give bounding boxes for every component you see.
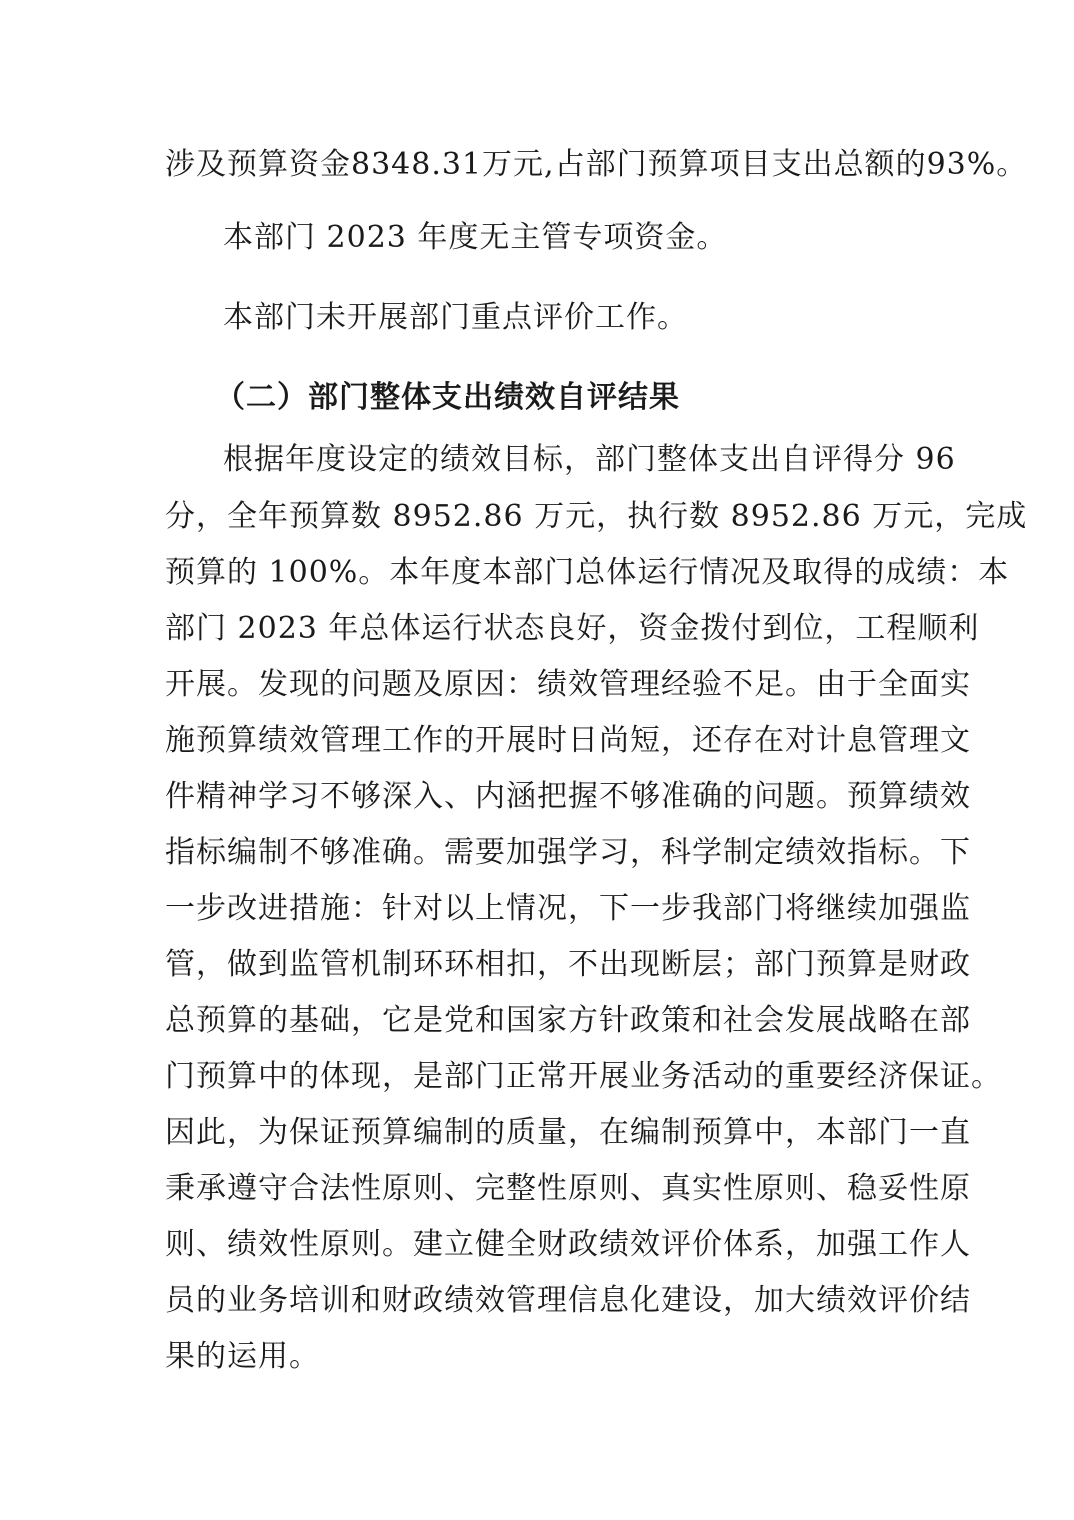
body-line: 则、绩效性原则。建立健全财政绩效评价体系，加强工作人	[165, 1227, 971, 1262]
body-line: 预算的 100%。本年度本部门总体运行情况及取得的成绩：本	[165, 555, 1010, 590]
body-line: 门预算中的体现，是部门正常开展业务活动的重要经济保证。	[165, 1059, 1002, 1094]
body-line: 员的业务培训和财政绩效管理信息化建设，加大绩效评价结	[165, 1283, 971, 1318]
body-line: 管，做到监管机制环环相扣，不出现断层；部门预算是财政	[165, 947, 971, 982]
body-line: 果的运用。	[165, 1339, 320, 1374]
body-line: 秉承遵守合法性原则、完整性原则、真实性原则、稳妥性原	[165, 1171, 971, 1206]
body-line: 总预算的基础，它是党和国家方针政策和社会发展战略在部	[165, 1003, 971, 1038]
section-heading: （二）部门整体支出绩效自评结果	[215, 380, 680, 415]
intro-line: 涉及预算资金8348.31万元,占部门预算项目支出总额的93%。	[165, 147, 1028, 182]
body-line: 施预算绩效管理工作的开展时日尚短，还存在对计息管理文	[165, 723, 971, 758]
paragraph-no-key-evaluation: 本部门未开展部门重点评价工作。	[223, 300, 688, 335]
body-line: 件精神学习不够深入、内涵把握不够准确的问题。预算绩效	[165, 779, 971, 814]
body-line: 因此，为保证预算编制的质量，在编制预算中，本部门一直	[165, 1115, 971, 1150]
body-line: 根据年度设定的绩效目标，部门整体支出自评得分 96	[223, 442, 956, 477]
body-line: 一步改进措施：针对以上情况，下一步我部门将继续加强监	[165, 891, 971, 926]
body-line: 开展。发现的问题及原因：绩效管理经验不足。由于全面实	[165, 667, 971, 702]
paragraph-no-special-funds: 本部门 2023 年度无主管专项资金。	[223, 220, 728, 255]
body-line: 指标编制不够准确。需要加强学习，科学制定绩效指标。下	[165, 835, 971, 870]
body-line: 分，全年预算数 8952.86 万元，执行数 8952.86 万元，完成	[165, 499, 1028, 534]
body-line: 部门 2023 年总体运行状态良好，资金拨付到位，工程顺利	[165, 611, 980, 646]
